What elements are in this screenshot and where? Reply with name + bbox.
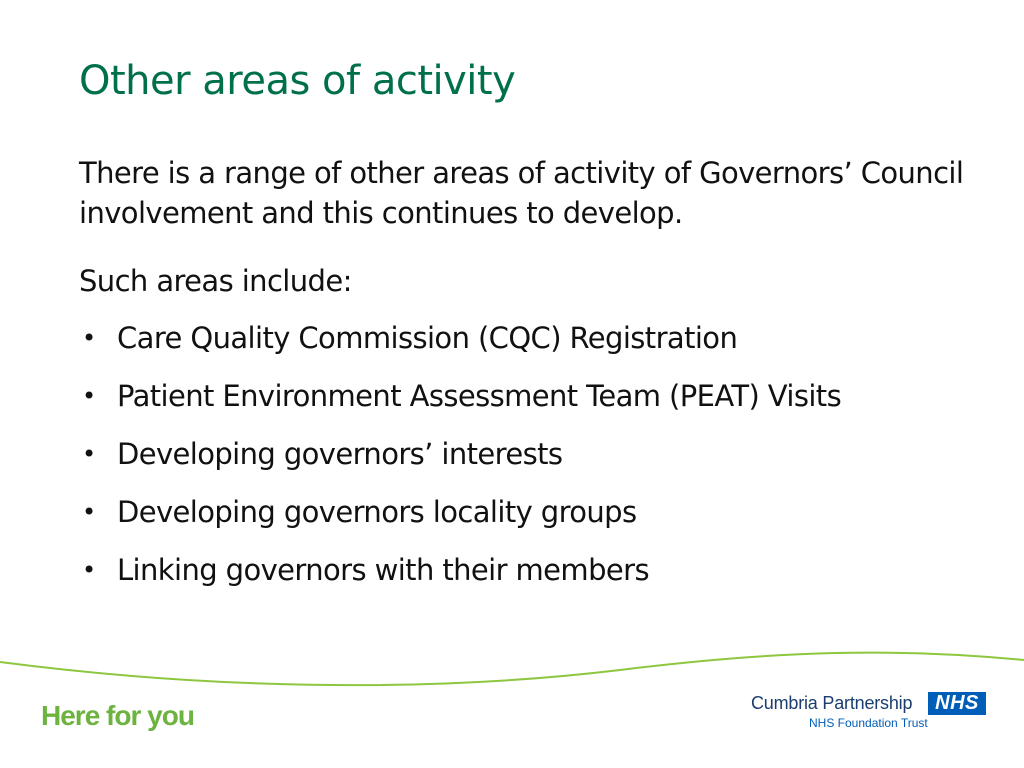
nhs-logo: NHS <box>928 692 986 715</box>
bullet-list <box>79 318 841 608</box>
list-lead: Such areas include: <box>79 264 352 298</box>
list-item-text: Developing governors locality groups <box>117 495 637 529</box>
tagline: Here for you <box>41 700 194 731</box>
bullet-icon: • <box>82 556 96 584</box>
org-logo-name: Cumbria Partnership <box>751 693 913 713</box>
list-item-text: Linking governors with their members <box>117 553 649 587</box>
list-item-text: Care Quality Commission (CQC) Registration <box>117 321 738 355</box>
intro-paragraph: There is a range of other areas of activity of Governors’ Council involvement and this continues to develop. <box>79 156 964 230</box>
bullet-icon: • <box>82 324 96 352</box>
list-item-text: Patient Environment Assessment Team (PEAT) Visits <box>117 379 842 413</box>
bullet-icon: • <box>82 498 96 526</box>
list-item <box>79 550 841 608</box>
list-item <box>79 376 841 434</box>
trust-name: NHS Foundation Trust <box>809 716 928 730</box>
list-item <box>79 318 841 376</box>
green-swoosh-divider <box>0 640 1024 700</box>
slide-title: Other areas of activity <box>79 58 516 104</box>
list-item-text: Developing governors’ interests <box>117 437 563 471</box>
bullet-icon: • <box>82 440 96 468</box>
list-item <box>79 492 841 550</box>
list-item <box>79 434 841 492</box>
bullet-icon: • <box>82 382 96 410</box>
